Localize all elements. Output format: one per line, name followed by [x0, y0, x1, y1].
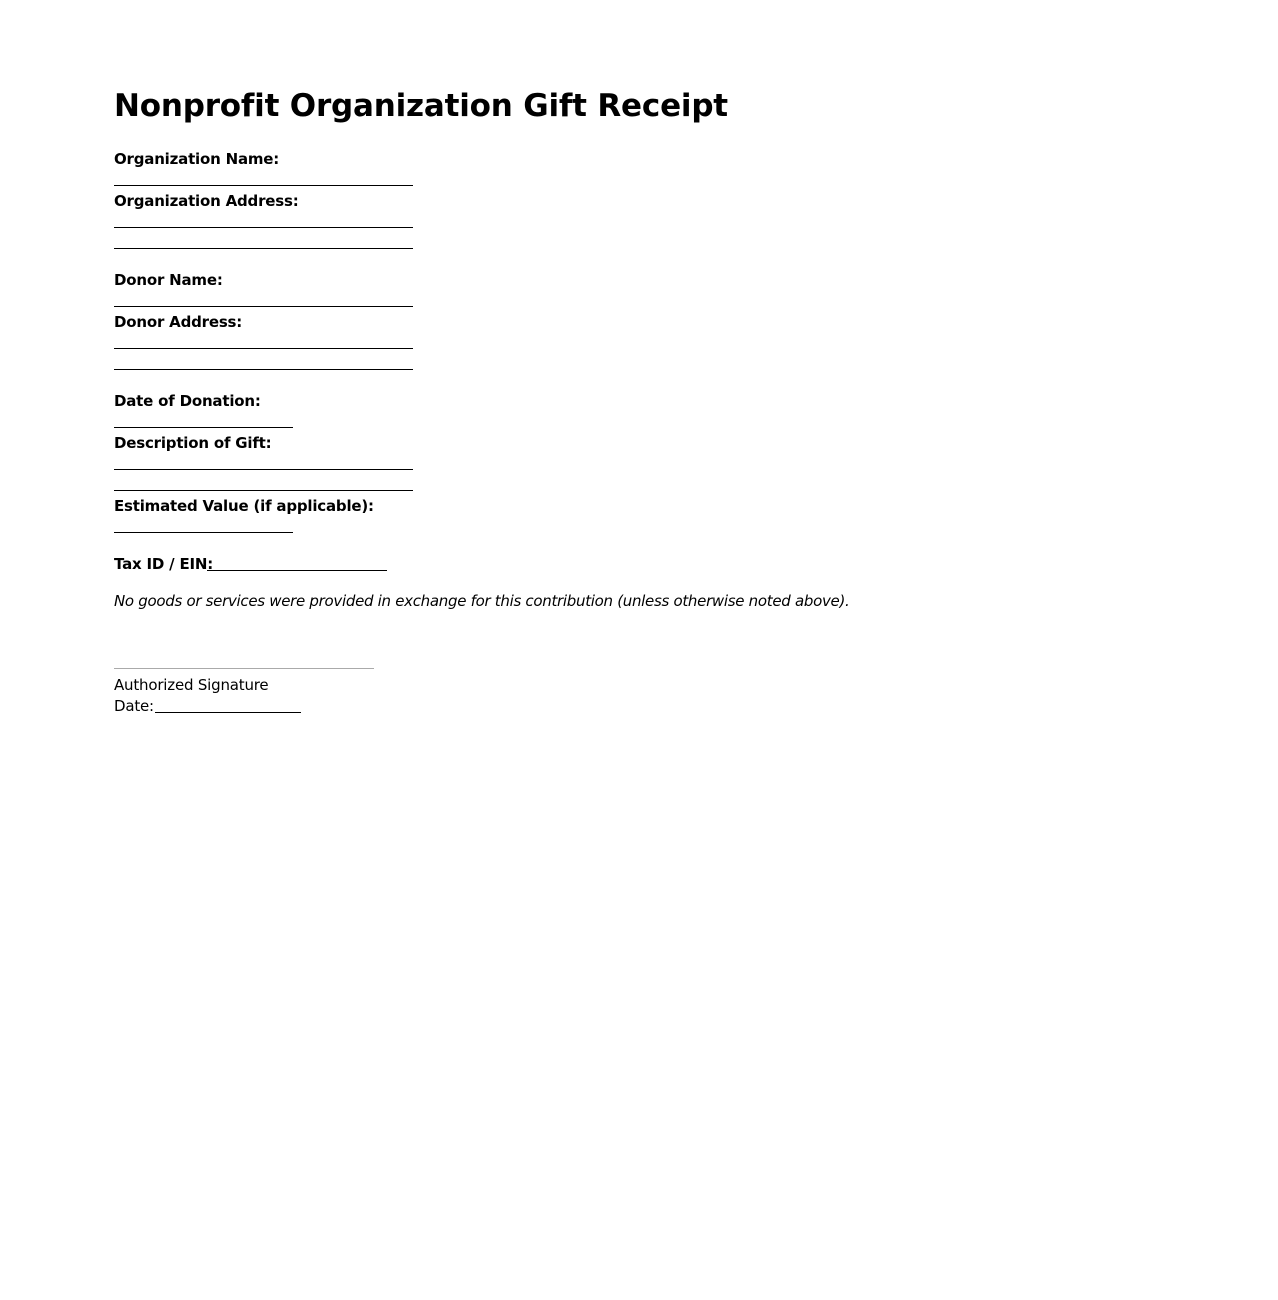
- estimated-value-label: Estimated Value (if applicable):: [114, 497, 374, 515]
- signature-label: Authorized Signature: [114, 676, 269, 694]
- org-name-label: Organization Name:: [114, 150, 280, 168]
- donor-name-field[interactable]: [114, 306, 413, 307]
- org-name-field[interactable]: [114, 185, 413, 186]
- tax-id-field[interactable]: [207, 570, 387, 571]
- no-goods-note: No goods or services were provided in exchange for this contribution (unless otherwise noted above).: [114, 592, 850, 610]
- date-of-donation-label: Date of Donation:: [114, 392, 261, 410]
- description-field-line-1[interactable]: [114, 469, 413, 470]
- signature-date-field[interactable]: [155, 712, 301, 713]
- tax-id-label: Tax ID / EIN:: [114, 555, 214, 573]
- donor-address-field-line-2[interactable]: [114, 369, 413, 370]
- estimated-value-field[interactable]: [114, 532, 293, 533]
- org-address-field-line-2[interactable]: [114, 248, 413, 249]
- page-title: Nonprofit Organization Gift Receipt: [114, 88, 728, 124]
- description-label: Description of Gift:: [114, 434, 272, 452]
- signature-date-label: Date:: [114, 697, 154, 715]
- description-field-line-2[interactable]: [114, 490, 413, 491]
- donor-address-label: Donor Address:: [114, 313, 243, 331]
- signature-line[interactable]: [114, 668, 374, 669]
- donor-name-label: Donor Name:: [114, 271, 223, 289]
- date-of-donation-field[interactable]: [114, 427, 293, 428]
- org-address-field-line-1[interactable]: [114, 227, 413, 228]
- donor-address-field-line-1[interactable]: [114, 348, 413, 349]
- org-address-label: Organization Address:: [114, 192, 299, 210]
